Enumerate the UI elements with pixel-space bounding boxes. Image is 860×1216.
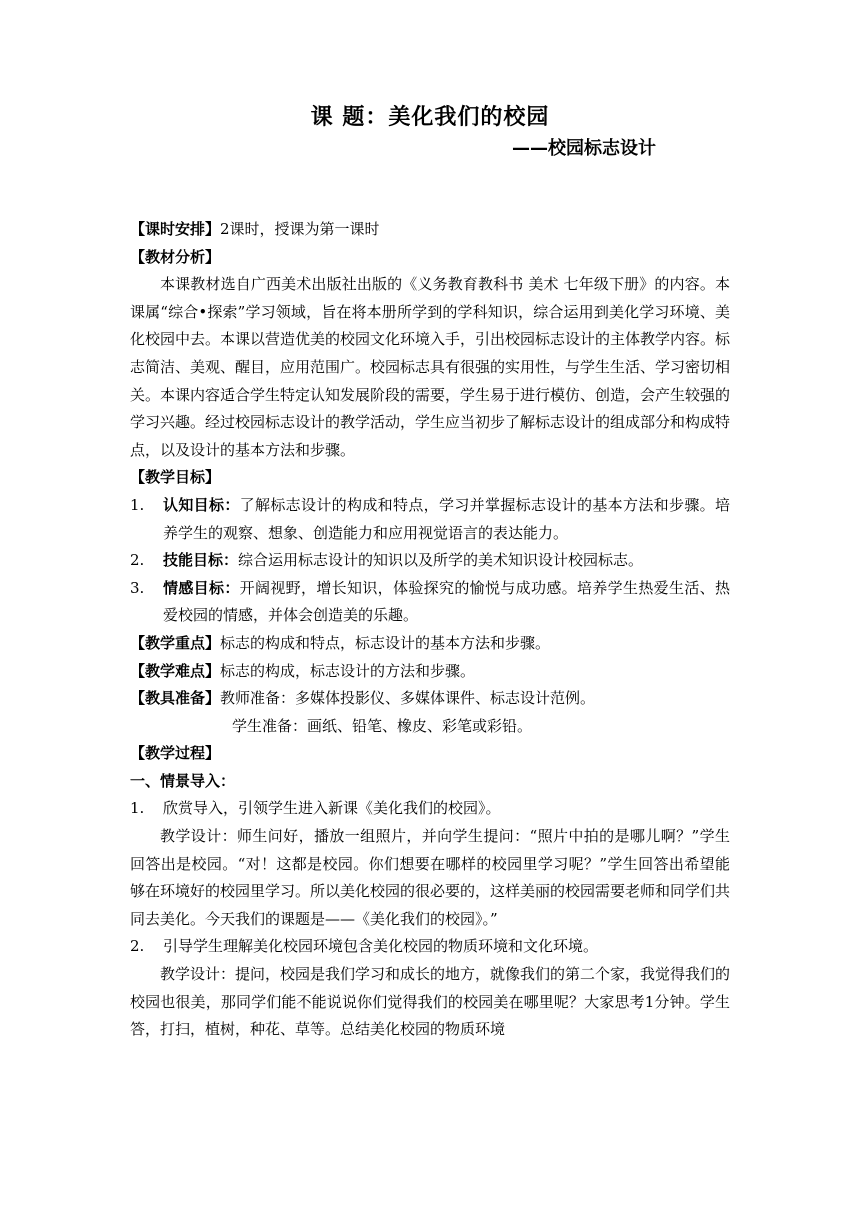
difficulty-text: 标志的构成，标志设计的方法和步骤。: [220, 661, 476, 680]
key-point-label: 【教学重点】: [130, 633, 221, 652]
goal-text: 综合运用标志设计的知识以及所学的美术知识设计校园标志。: [238, 551, 644, 570]
key-point-section: [130, 630, 730, 658]
difficulty-label: 【教学难点】: [130, 661, 221, 680]
analysis-paragraph: 本课教材选自广西美术出版社出版的《义务教育教科书 美术 七年级下册》的内容。本课属“综合•探索”学习领域，旨在将本册所学到的学科知识，综合运用到美化学习环境、美化校园中去。本课以营造优美的校园文化环境入手，引出校园标志设计的主体教学内容。标志简洁、美观、醒目，应用范围广。校园标志具有很强的实用性，与学生生活、学习密切相关。本课内容适合学生特定认知发展阶段的需要，学生易于进行模仿、创造，会产生较强的学习兴趣。经过校园标志设计的教学活动，学生应当初步了解标志设计的组成部分和构成特点，以及设计的基本方法和步骤。: [130, 275, 731, 459]
difficulty-section: [130, 658, 730, 686]
schedule-section: [130, 216, 730, 244]
key-point-text: 标志的构成和特点，标志设计的基本方法和步骤。: [220, 633, 551, 652]
goal-title: 情感目标：: [163, 578, 240, 597]
goal-number: 3.: [130, 578, 145, 597]
design-paragraph: 教学设计：提问，校园是我们学习和成长的地方，就像我们的第二个家，我觉得我们的校园也很美，那同学们能不能说说你们觉得我们的校园美在哪里呢？大家思考1分钟。学生答，打扫，植树，种花、草等。总结美化校园的物质环境: [130, 965, 731, 1039]
step-text: 引导学生理解美化校园环境包含美化校园的物质环境和文化环境。: [163, 937, 599, 956]
analysis-label: 【教材分析】: [130, 247, 221, 266]
goal-text: 了解标志设计的构成和特点，学习并掌握标志设计的基本方法和步骤。培养学生的观察、想象、创造能力和应用视觉语言的表达能力。: [163, 495, 730, 542]
goal-item: [130, 547, 730, 575]
goal-number: 2.: [130, 551, 145, 570]
process-label: 【教学过程】: [130, 744, 221, 763]
schedule-text: 2课时，授课为第一课时: [220, 220, 380, 238]
goal-text: 开阔视野，增长知识，体验探究的愉悦与成功感。培养学生热爱生活、热爱校园的情感，并体会创造美的乐趣。: [163, 578, 730, 625]
goal-title: 认知目标：: [163, 495, 240, 514]
step-number: 2.: [130, 937, 145, 956]
step-number: 1.: [130, 799, 145, 818]
goal-title: 技能目标：: [163, 551, 239, 570]
schedule-label: 【课时安排】: [130, 220, 221, 238]
process-section-title: 一、情景导入：: [130, 771, 236, 790]
goal-item: [130, 492, 730, 547]
tools-label: 【教具准备】: [130, 689, 221, 708]
design-paragraph: 教学设计：师生问好，播放一组照片，并向学生提问：“照片中拍的是哪儿啊？”学生回答出是校园。“对！这都是校园。你们想要在哪样的校园里学习呢？”学生回答出希望能够在环境好的校园里学习。所以美化校园的很必要的，这样美丽的校园需要老师和同学们共同去美化。今天我们的课题是——《美化我们的校园》。”: [130, 827, 731, 928]
goals-label: 【教学目标】: [130, 468, 221, 487]
tools-section: [130, 685, 730, 713]
page-title: 课 题：美化我们的校园: [310, 105, 550, 130]
document-body: [130, 216, 730, 1044]
tools-student-text: 学生准备：画纸、铅笔、橡皮、彩笔或彩铅。: [232, 716, 533, 735]
goal-number: 1.: [130, 495, 145, 514]
page-subtitle: ——校园标志设计: [512, 138, 656, 159]
tools-teacher-text: 教师准备：多媒体投影仪、多媒体课件、标志设计范例。: [220, 689, 596, 708]
goal-item: [130, 575, 730, 630]
step-text: 欣赏导入，引领学生进入新课《美化我们的校园》。: [163, 799, 501, 818]
process-step: [130, 795, 730, 823]
process-step: [130, 933, 730, 961]
